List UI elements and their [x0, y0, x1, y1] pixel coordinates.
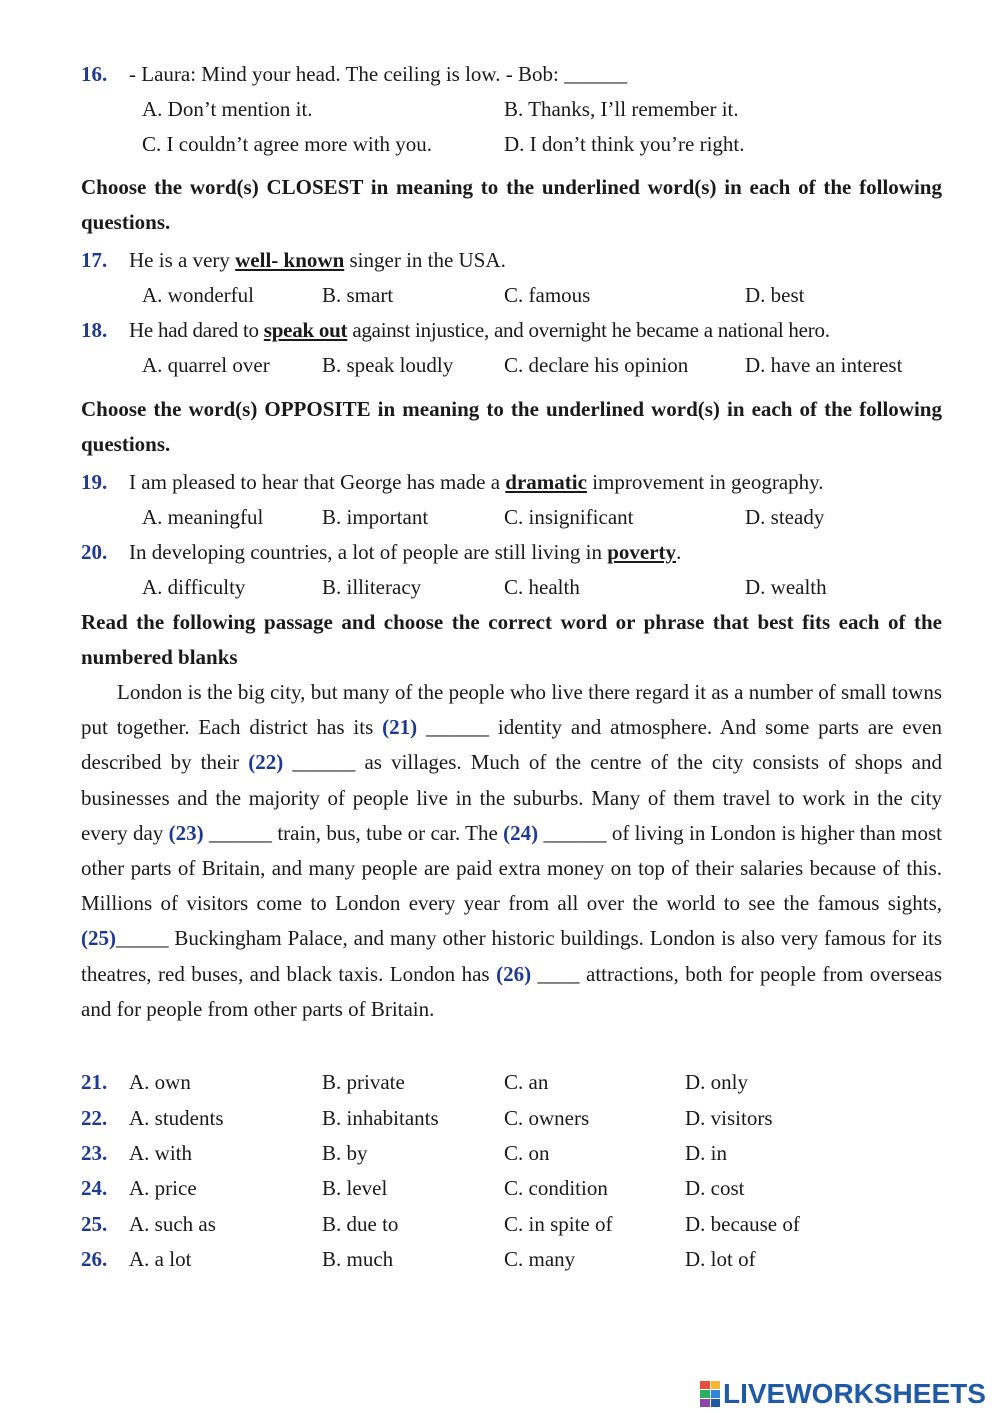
stem-text: He had dared to [129, 318, 264, 342]
option-b: B. Thanks, I’ll remember it. [504, 97, 739, 121]
option-b: B. inhabitants [322, 1106, 439, 1130]
question-number: 22. [81, 1106, 108, 1130]
option-b: B. by [322, 1141, 368, 1165]
question-number: 19. [81, 470, 108, 494]
passage-body [81, 675, 942, 1027]
question-number: 20. [81, 540, 108, 564]
option-a: A. wonderful [142, 283, 254, 307]
option-d: D. have an interest [745, 353, 903, 377]
option-d: D. cost [685, 1176, 745, 1200]
option-b: B. illiteracy [322, 575, 422, 599]
option-a: A. own [129, 1070, 191, 1094]
section-instruction-opposite: Choose the word(s) OPPOSITE in meaning to the underlined word(s) in each of the following questions. [81, 397, 942, 456]
blank-number-26: (26) [496, 961, 532, 986]
blank-number-25: (25) [81, 926, 116, 951]
question-number: 24. [81, 1176, 108, 1200]
option-d: D. lot of [685, 1247, 756, 1271]
section-instruction-closest: Choose the word(s) CLOSEST in meaning to the underlined word(s) in each of the following questions. [81, 175, 942, 234]
stem-text: In developing countries, a lot of people are still living in [129, 540, 608, 564]
reading-passage [81, 675, 942, 1027]
blank-number-24: (24) [503, 820, 539, 845]
option-c: C. condition [504, 1176, 608, 1200]
logo-text: LIVEWORKSHEETS [723, 1378, 986, 1409]
liveworksheets-logo-icon [700, 1381, 720, 1407]
option-a: A. students [129, 1106, 224, 1130]
passage-text: ______ as villages. Much of the centre of the city consists of shops and businesses and the majority of people live in the suburbs. Many of them travel to work in the city every day [81, 750, 943, 845]
question-number: 16. [81, 62, 108, 86]
option-c: C. health [504, 575, 580, 599]
question-number: 18. [81, 318, 108, 342]
passage-text: _____ Buckingham Palace, and many other historic buildings. London is also very famous for its theatres, red buses, and black taxis. London has [81, 926, 942, 986]
stem-text: He is a very [129, 248, 236, 272]
option-a: A. a lot [129, 1247, 192, 1271]
option-c: C. on [504, 1141, 550, 1165]
stem-text: I am pleased to hear that George has made a [129, 470, 506, 494]
option-c: C. many [504, 1247, 576, 1271]
option-b: B. level [322, 1176, 388, 1200]
option-c: C. in spite of [504, 1212, 613, 1236]
liveworksheets-logo[interactable] [700, 1378, 986, 1410]
option-b: B. private [322, 1070, 405, 1094]
question-stem [129, 250, 506, 271]
option-d: D. best [745, 283, 805, 307]
stem-text: singer in the USA. [344, 248, 506, 272]
option-b: B. smart [322, 283, 394, 307]
option-a: A. with [129, 1141, 192, 1165]
passage-text: London is the big city, but many of the people who live there regard it as a number of small towns put together. Each district has its [81, 680, 942, 740]
blank-number-23: (23) [168, 820, 204, 845]
underlined-word: well- known [235, 248, 345, 272]
option-a: A. difficulty [142, 575, 246, 599]
question-number: 23. [81, 1141, 108, 1165]
option-d: D. because of [685, 1212, 800, 1236]
question-stem [129, 320, 830, 341]
option-c: C. declare his opinion [504, 353, 689, 377]
option-c: C. owners [504, 1106, 590, 1130]
option-a: A. price [129, 1176, 197, 1200]
option-d: D. steady [745, 505, 825, 529]
option-c: C. I couldn’t agree more with you. [142, 132, 433, 156]
option-d: D. visitors [685, 1106, 773, 1130]
question-number: 26. [81, 1247, 108, 1271]
option-a: A. meaningful [142, 505, 264, 529]
underlined-word: poverty [607, 540, 677, 564]
passage-text: ______ train, bus, tube or car. The [203, 820, 504, 845]
question-stem [129, 542, 681, 563]
option-d: D. in [685, 1141, 727, 1165]
option-d: D. only [685, 1070, 748, 1094]
blank-number-21: (21) [382, 715, 418, 740]
question-number: 17. [81, 248, 108, 272]
option-c: C. famous [504, 283, 591, 307]
option-b: B. much [322, 1247, 394, 1271]
option-c: C. an [504, 1070, 549, 1094]
stem-text: improvement in geography. [586, 470, 824, 494]
option-b: B. due to [322, 1212, 399, 1236]
option-c: C. insignificant [504, 505, 634, 529]
option-a: A. such as [129, 1212, 216, 1236]
question-stem: - Laura: Mind your head. The ceiling is low. - Bob: ______ [129, 62, 628, 86]
underlined-word: dramatic [505, 470, 587, 494]
question-number: 25. [81, 1212, 108, 1236]
section-instruction-read: Read the following passage and choose the correct word or phrase that best fits each of the numbered blanks [81, 610, 942, 669]
option-d: D. wealth [745, 575, 827, 599]
stem-text: against injustice, and overnight he became a national hero. [347, 318, 830, 342]
option-a: A. Don’t mention it. [142, 97, 313, 121]
option-b: B. important [322, 505, 429, 529]
option-b: B. speak loudly [322, 353, 454, 377]
option-d: D. I don’t think you’re right. [504, 132, 745, 156]
passage-text: ______ of living in London is higher than most other parts of Britain, and many people are paid extra money on top of their salaries because of this. Millions of visitors come to London every year from all over the world to see the famous sights, [81, 820, 942, 916]
option-a: A. quarrel over [142, 353, 270, 377]
blank-number-22: (22) [248, 750, 284, 775]
underlined-word: speak out [263, 318, 348, 342]
question-number: 21. [81, 1070, 108, 1094]
question-stem [129, 472, 824, 493]
passage-text: ______ identity and atmosphere. And some parts are even described by their [81, 715, 943, 775]
stem-text: . [676, 540, 682, 564]
passage-text: ____ attractions, both for people from overseas and for people from other parts of Britain. [81, 961, 943, 1021]
